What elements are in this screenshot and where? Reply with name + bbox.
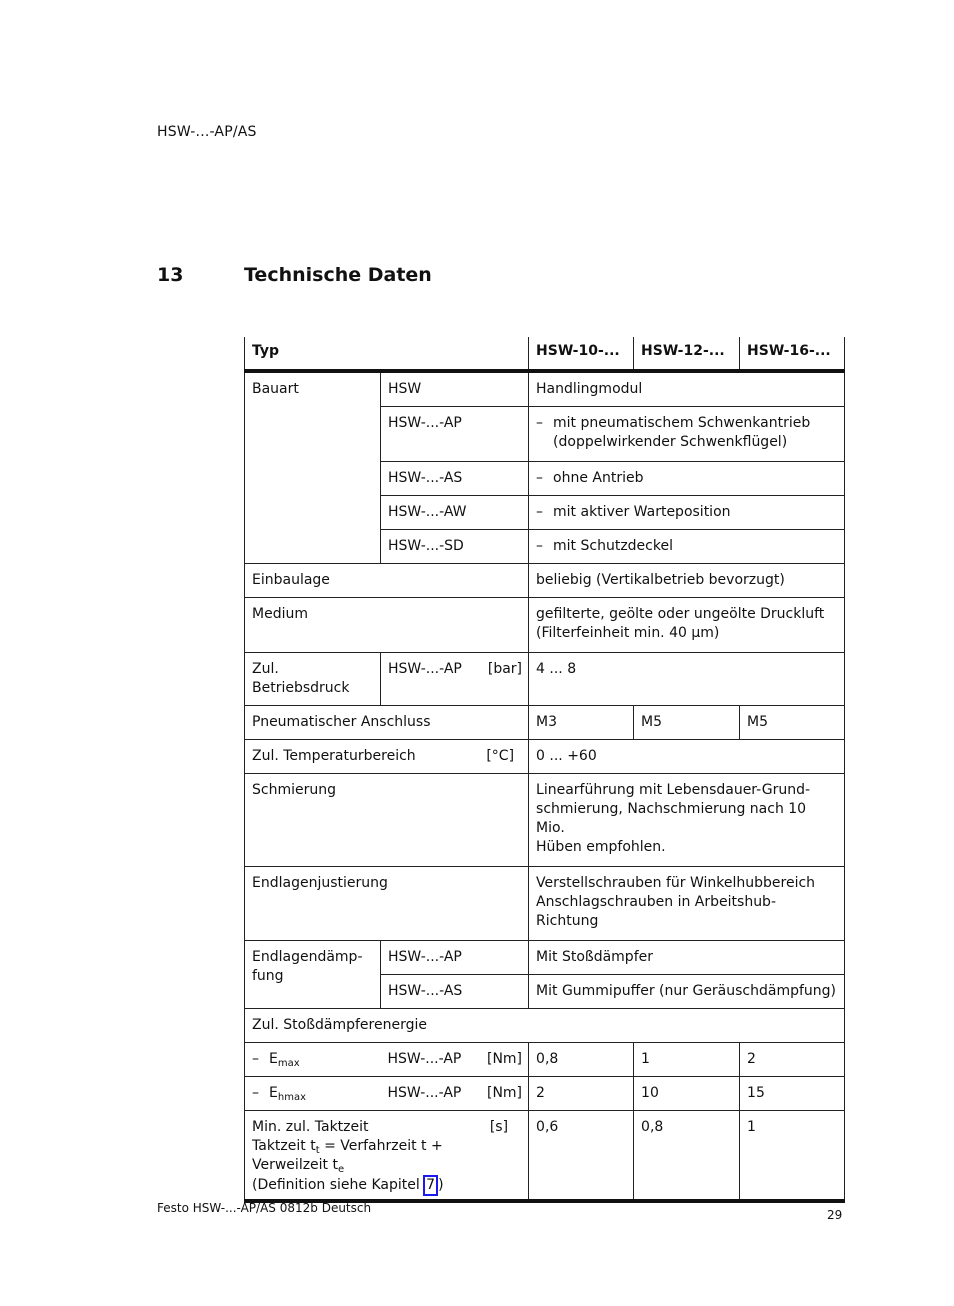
betriebsdruck-label: Zul. Betriebsdruck <box>245 653 381 706</box>
label-line: Endlagendämp- <box>252 949 363 965</box>
bauart-value <box>529 530 845 564</box>
daempfung-value: Mit Stoßdämpfer <box>529 941 845 975</box>
value-line: schmierung, Nachschmierung nach 10 Mio. <box>536 801 807 836</box>
schmierung-value <box>529 774 845 867</box>
label-line: (Definition siehe Kapitel <box>252 1177 425 1193</box>
stossenergie-label: Zul. Stoßdämpferenergie <box>245 1009 845 1043</box>
bauart-value <box>529 496 845 530</box>
einbaulage-value: beliebig (Vertikalbetrieb bevorzugt) <box>529 564 845 598</box>
table-row <box>245 1009 845 1043</box>
temperatur-value: 0 ... +60 <box>529 740 845 774</box>
value-line: mit pneumatischem Schwenkantrieb <box>553 415 811 431</box>
bauart-variant: HSW-...-AS <box>381 462 529 496</box>
ehmax-value-3: 15 <box>740 1077 845 1111</box>
taktzeit-value-3: 1 <box>740 1111 845 1202</box>
table-row <box>245 1077 845 1111</box>
anschluss-label: Pneumatischer Anschluss <box>245 706 529 740</box>
value-line: gefilterte, geölte oder ungeölte Druckluft <box>536 606 825 622</box>
medium-value <box>529 598 845 653</box>
table-row <box>245 941 845 975</box>
daempfung-variant: HSW-...-AS <box>381 975 529 1009</box>
header-hsw-16: HSW-16-... <box>740 337 845 371</box>
symbol: E <box>269 1051 278 1067</box>
variant-text: HSW-...-AP <box>388 661 462 677</box>
table-row <box>245 371 845 407</box>
symbol: E <box>269 1085 278 1101</box>
bauart-variant: HSW-...-AP <box>381 407 529 462</box>
value-line: (doppelwirkender Schwenkflügel) <box>553 434 788 450</box>
unit-label: [s] <box>489 1119 509 1135</box>
taktzeit-value-2: 0,8 <box>634 1111 740 1202</box>
header-hsw-12: HSW-12-... <box>634 337 740 371</box>
justierung-label: Endlagenjustierung <box>245 867 529 941</box>
dash: – <box>536 415 544 431</box>
variant-text: HSW-...-AP <box>387 1051 462 1067</box>
unit-label: [°C] <box>486 748 515 764</box>
emax-value-3: 2 <box>740 1043 845 1077</box>
table-row <box>245 598 845 653</box>
value-line: Verstellschrauben für Winkelhubbereich <box>536 875 816 891</box>
justierung-value <box>529 867 845 941</box>
anschluss-value-1: M3 <box>529 706 634 740</box>
table-row <box>245 653 845 706</box>
emax-value-1: 0,8 <box>529 1043 634 1077</box>
header-typ: Typ <box>245 337 529 371</box>
unit-label: [Nm] <box>486 1051 523 1067</box>
daempfung-variant: HSW-...-AP <box>381 941 529 975</box>
ehmax-value-2: 10 <box>634 1077 740 1111</box>
ehmax-label <box>245 1077 381 1111</box>
value-line: (Filterfeinheit min. 40 µm) <box>536 625 720 641</box>
emax-label <box>245 1043 381 1077</box>
bauart-value: Handlingmodul <box>529 371 845 407</box>
value-line: ohne Antrieb <box>553 470 644 486</box>
variant-text: HSW-...-AP <box>387 1085 462 1101</box>
einbaulage-label: Einbaulage <box>245 564 529 598</box>
anschluss-value-3: M5 <box>740 706 845 740</box>
subscript: hmax <box>277 1092 306 1103</box>
subscript: max <box>277 1058 300 1069</box>
dash: – <box>536 470 544 486</box>
technical-data-table <box>244 337 845 1203</box>
value-line: mit aktiver Warteposition <box>553 504 731 520</box>
taktzeit-label <box>245 1111 529 1202</box>
subscript: t <box>315 1145 320 1156</box>
table-row <box>245 740 845 774</box>
label-line: ) <box>438 1177 444 1193</box>
dash: – <box>252 1051 259 1067</box>
label-line: = Verfahrzeit t + <box>319 1138 443 1154</box>
taktzeit-value-1: 0,6 <box>529 1111 634 1202</box>
header-hsw-10: HSW-10-... <box>529 337 634 371</box>
table-row <box>245 706 845 740</box>
unit-label: [bar] <box>487 661 523 677</box>
table-row <box>245 867 845 941</box>
betriebsdruck-variant <box>381 653 529 706</box>
table-row <box>245 564 845 598</box>
emax-value-2: 1 <box>634 1043 740 1077</box>
ehmax-value-1: 2 <box>529 1077 634 1111</box>
bauart-value <box>529 407 845 462</box>
value-line: Linearführung mit Lebensdauer-Grund- <box>536 782 811 798</box>
label-line: Verweilzeit t <box>252 1157 338 1173</box>
medium-label: Medium <box>245 598 529 653</box>
dash: – <box>536 504 544 520</box>
footer-document-info: Festo HSW-...-AP/AS 0812b Deutsch <box>157 1201 372 1215</box>
table-row <box>245 1111 845 1202</box>
daempfung-value: Mit Gummipuffer (nur Geräuschdämpfung) <box>529 975 845 1009</box>
bauart-variant: HSW <box>381 371 529 407</box>
table-row <box>245 774 845 867</box>
daempfung-label <box>245 941 381 1009</box>
chapter-link[interactable]: 7 <box>423 1175 438 1196</box>
betriebsdruck-value: 4 ... 8 <box>529 653 845 706</box>
bauart-value <box>529 462 845 496</box>
subscript: e <box>337 1164 345 1175</box>
dash: – <box>536 538 544 554</box>
bauart-variant: HSW-...-AW <box>381 496 529 530</box>
label-line: Min. zul. Taktzeit <box>252 1119 369 1135</box>
label-line: Taktzeit t <box>252 1138 316 1154</box>
section-title: Technische Daten <box>244 264 432 286</box>
label-text: Zul. Temperaturbereich <box>252 748 416 764</box>
schmierung-label: Schmierung <box>245 774 529 867</box>
page-number: 29 <box>827 1208 843 1222</box>
bauart-label: Bauart <box>245 371 381 564</box>
running-header: HSW-...-AP/AS <box>157 124 257 140</box>
temperatur-label <box>245 740 529 774</box>
unit-label: [Nm] <box>486 1085 523 1101</box>
table-header-row <box>245 337 845 371</box>
value-line: mit Schutzdeckel <box>553 538 673 554</box>
value-line: Anschlagschrauben in Arbeitshub-Richtung <box>536 894 776 929</box>
section-number: 13 <box>157 264 184 286</box>
value-line: Hüben empfohlen. <box>536 839 666 855</box>
anschluss-value-2: M5 <box>634 706 740 740</box>
dash: – <box>252 1085 259 1101</box>
label-line: fung <box>252 968 284 984</box>
emax-variant <box>381 1043 529 1077</box>
bauart-variant: HSW-...-SD <box>381 530 529 564</box>
ehmax-variant <box>381 1077 529 1111</box>
table-row <box>245 1043 845 1077</box>
